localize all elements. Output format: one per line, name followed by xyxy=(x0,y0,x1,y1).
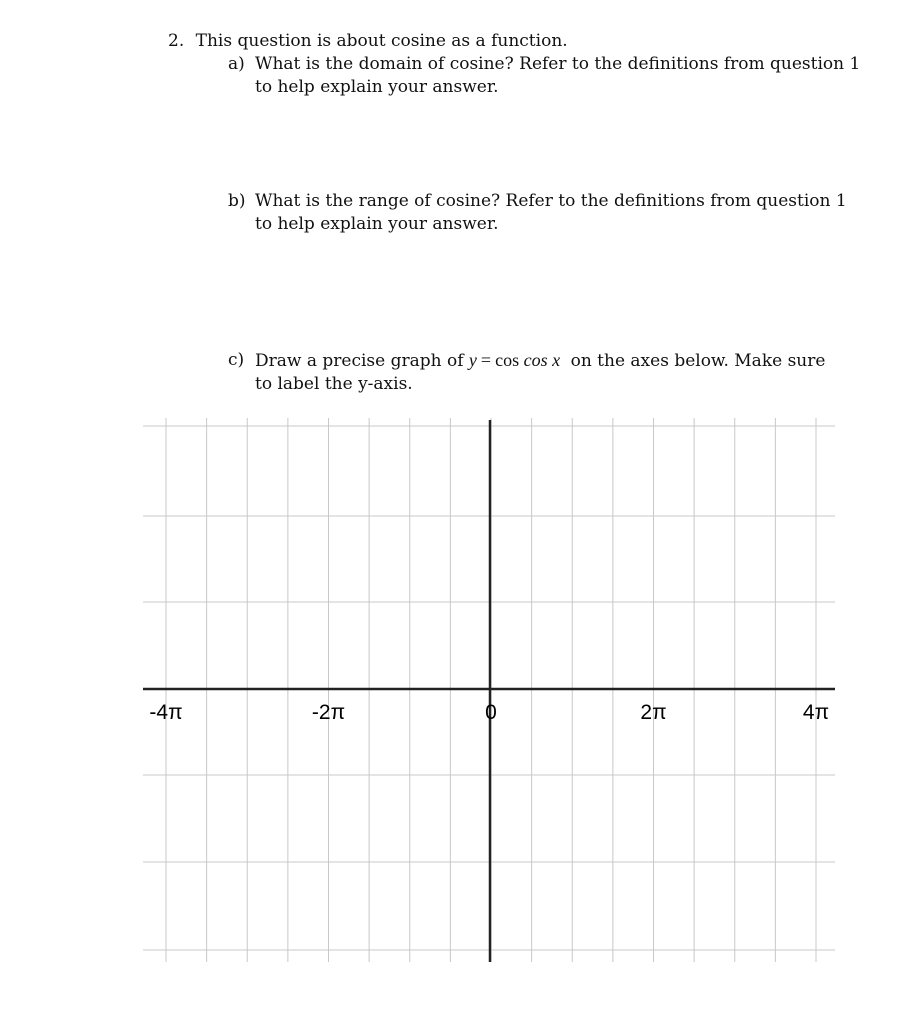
x-tick-label: -2π xyxy=(311,701,346,724)
equation-cos: cos xyxy=(495,350,520,370)
part-c-line2: to label the y-axis. xyxy=(255,374,413,394)
x-tick-label: -4π xyxy=(149,701,183,724)
part-c-suffix: on the axes below. Make sure xyxy=(570,351,826,371)
equation-x: x xyxy=(552,350,561,370)
part-c-letter: c) xyxy=(228,350,245,370)
tick-labels xyxy=(149,701,829,724)
equation-cos-italic: cos xyxy=(523,350,548,370)
part-b-line1: What is the range of cosine? Refer to the definitions from question 1 xyxy=(255,191,847,211)
equation-equals: = xyxy=(480,350,492,370)
part-c-prefix: Draw a precise graph of xyxy=(255,351,464,371)
part-b-letter: b) xyxy=(228,191,246,211)
equation-y: y xyxy=(468,350,477,370)
x-tick-label: 4π xyxy=(802,701,830,724)
part-a-line1: What is the domain of cosine? Refer to the definitions from question 1 xyxy=(255,54,861,74)
x-tick-label: 2π xyxy=(640,701,667,724)
question-intro: This question is about cosine as a function. xyxy=(195,31,568,51)
part-a-line2: to help explain your answer. xyxy=(255,77,499,97)
part-a-letter: a) xyxy=(228,54,245,74)
question-number: 2. xyxy=(168,31,185,51)
part-b-line2: to help explain your answer. xyxy=(255,214,499,234)
x-tick-label: 0 xyxy=(485,701,497,724)
